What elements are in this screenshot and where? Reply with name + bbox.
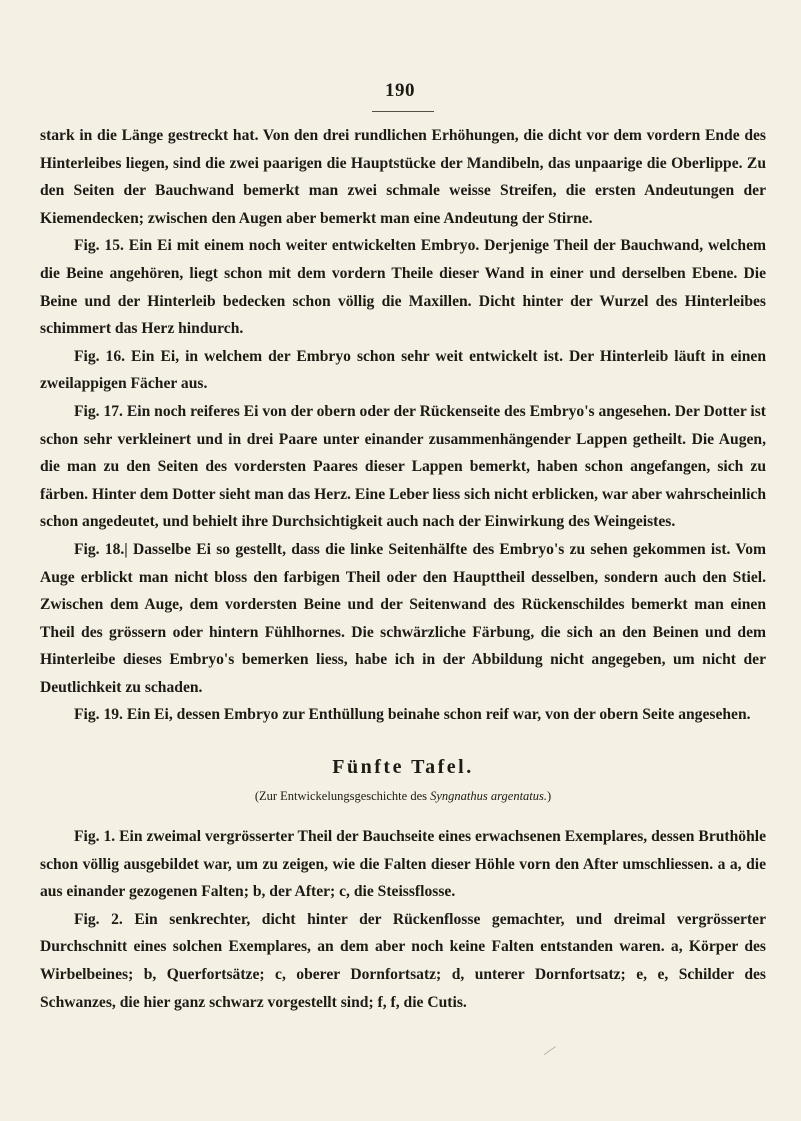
paragraph-fig-18: Fig. 18.| Dasselbe Ei so gestellt, dass die linke Seitenhälfte des Embryo's zu sehen gekommen ist. Vom Auge erblickt man nicht bloss den farbigen Theil oder den Haupttheil desselben, sondern auch den Stiel. Zwischen dem Auge, dem vordersten Beine und der Seitenwand des Rückenschildes bemerkt man einen Theil des grössern oder hintern Fühlhornes. Die schwärzliche Färbung, die sich an den Beinen und dem Hinterleibe dieses Embryo's bemerken liess, habe ich in der Abbildung nicht angegeben, um nicht der Deutlichkeit zu schaden. [40, 540, 766, 696]
subtitle-suffix: ) [547, 789, 552, 804]
page-number: 190 [385, 80, 415, 101]
subtitle-prefix: (Zur Entwickelungsgeschichte des [254, 789, 431, 804]
paragraph-plate5-fig-2: Fig. 2. Ein senkrechter, dicht hinter der Rückenflosse gemachter, und dreimal vergrösserter Durchschnitt eines solchen Exemplares, an dem aber noch keine Falten entstanden waren. a, Körper des Wirbelbeines; b, Querfortsätze; c, oberer Dornfortsatz; d, unterer Dornfortsatz; e, e, Schilder des Schwanzes, die hier ganz schwarz vorgestellt sind; f, f, die Cutis. [40, 910, 766, 1011]
paragraph-plate5-fig-1: Fig. 1. Ein zweimal vergrösserter Theil der Bauchseite eines erwachsenen Exemplares, dessen Bruthöhle schon völlig ausgebildet war, um zu zeigen, wie die Falten dieser Höhle vorn den After umschliessen. a a, die aus einander gezogenen Falten; b, der After; c, die Steissflosse. [40, 828, 766, 901]
paragraph-fig-16: Fig. 16. Ein Ei, in welchem der Embryo schon sehr weit entwickelt ist. Der Hinterleib läuft in einen zweilappigen Fächer aus. [40, 347, 766, 393]
paragraph-fig-19: Fig. 19. Ein Ei, dessen Embryo zur Enthüllung beinahe schon reif war, von der obern Seite angesehen. [74, 706, 751, 724]
stray-mark [544, 1046, 556, 1055]
body-text [40, 122, 766, 1016]
paragraph-fig-15: Fig. 15. Ein Ei mit einem noch weiter entwickelten Embryo. Derjenige Theil der Bauchwand, welchem die Beine angehören, liegt schon mit dem vordern Theile dieser Wand in einer und derselben Ebene. Die Beine und der Hinterleib bedecken schon völlig die Maxillen. Dicht hinter der Wurzel des Hinterleibes schimmert das Herz hindurch. [40, 237, 766, 338]
paragraph-continuation: stark in die Länge gestreckt hat. Von den drei rundlichen Erhöhungen, die dicht vor dem vordern Ende des Hinterleibes liegen, sind die zwei paarigen die Hauptstücke der Mandibeln, das unpaarige die Oberlippe. Zu den Seiten der Bauchwand bemerkt man zwei schmale weisse Streifen, die ersten Andeutungen der Kiemendecken; zwischen den Augen aber bemerkt man eine Andeutung der Stirne. [40, 127, 766, 227]
section-title: Fünfte Tafel. [332, 756, 474, 779]
subtitle-species: Syngnathus argentatus. [430, 789, 548, 804]
section-subtitle [40, 787, 766, 805]
page-number-rule [372, 111, 434, 112]
paragraph-fig-17: Fig. 17. Ein noch reiferes Ei von der obern oder der Rückenseite des Embryo's angesehen. Der Dotter ist schon sehr verkleinert und in drei Paare unter einander zusammenhängender Lappen getheilt. Die Augen, die man zu den Seiten des vordersten Paares dieser Lappen bemerkt, haben schon angefangen, sich zu färben. Hinter dem Dotter sieht man das Herz. Eine Leber liess sich nicht erblicken, war aber wahrscheinlich schon angedeutet, und behielt ihre Durchsichtigkeit auch nach der Einwirkung des Weingeistes. [40, 402, 766, 531]
